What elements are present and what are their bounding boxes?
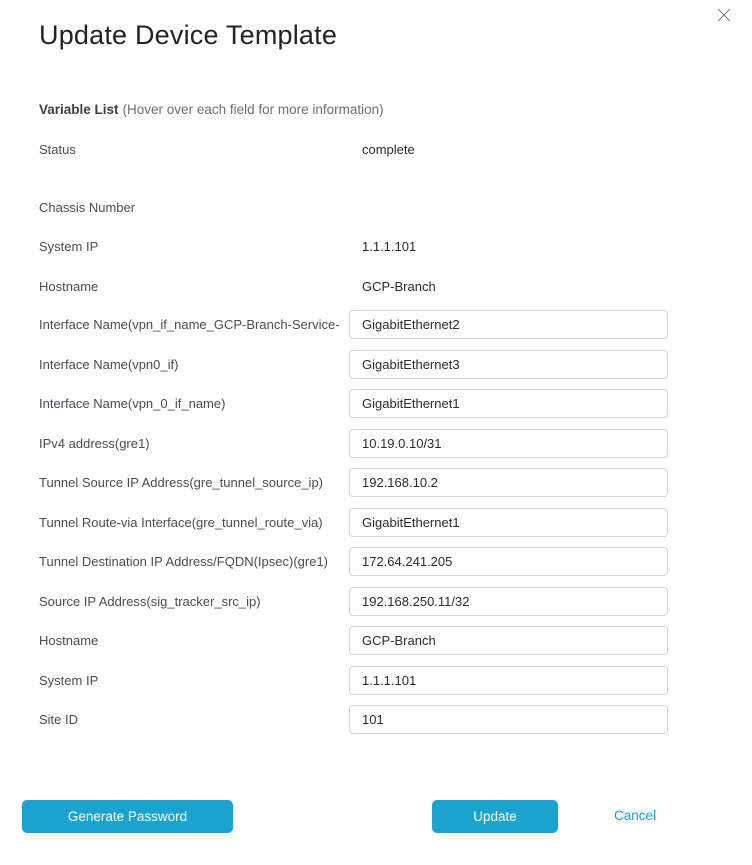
close-icon <box>717 8 731 25</box>
field-label: Site ID <box>39 712 79 727</box>
site-id-input[interactable] <box>349 705 668 734</box>
field-row-hostname <box>39 276 713 296</box>
field-row-chassis-number <box>39 197 713 217</box>
field-label: IPv4 address(gre1) <box>39 435 150 451</box>
field-row-interface-name-vpn0-if-name <box>39 389 713 418</box>
field-label: Source IP Address(sig_tracker_src_ip) <box>39 593 261 609</box>
field-row-status <box>39 139 713 159</box>
field-row-source-ip-tracker <box>39 587 713 616</box>
field-label: Interface Name(vpn_0_if_name) <box>39 396 226 411</box>
field-label: Hostname <box>39 633 99 648</box>
variable-list-hint: (Hover over each field for more information) <box>122 102 384 117</box>
field-label: Tunnel Route-via Interface(gre_tunnel_route_via) <box>39 514 323 530</box>
dialog-footer <box>0 800 752 834</box>
field-label: Interface Name(vpn_if_name_GCP-Branch-Service- <box>39 317 340 332</box>
field-value: complete <box>362 141 415 157</box>
field-label: Tunnel Destination IP Address/FQDN(Ipsec)(gre1) <box>39 554 329 569</box>
field-row-tunnel-destination-ip <box>39 547 713 576</box>
field-label: System IP <box>39 238 99 254</box>
field-row-ipv4-address-gre1 <box>39 429 713 458</box>
close-button[interactable] <box>712 4 736 28</box>
field-value: 1.1.1.101 <box>362 238 417 254</box>
variable-list <box>39 139 713 745</box>
field-label: Interface Name(vpn0_if) <box>39 356 179 372</box>
field-row-hostname-input <box>39 626 713 655</box>
field-row-system-ip <box>39 236 713 256</box>
interface-name-vpn0-if-input[interactable] <box>349 350 668 379</box>
field-label: System IP <box>39 672 99 688</box>
tunnel-source-ip-input[interactable] <box>349 468 668 497</box>
field-label: Status <box>39 141 76 157</box>
field-label: Tunnel Source IP Address(gre_tunnel_source_ip) <box>39 475 324 490</box>
page-title: Update Device Template <box>39 20 338 50</box>
field-row-interface-name-service <box>39 310 713 339</box>
field-row-system-ip-input <box>39 666 713 695</box>
generate-password-button[interactable]: Generate Password <box>22 800 233 833</box>
source-ip-tracker-input[interactable] <box>349 587 668 616</box>
field-value: GCP-Branch <box>362 278 436 294</box>
tunnel-route-via-input[interactable] <box>349 508 668 537</box>
tunnel-destination-ip-input[interactable] <box>349 547 668 576</box>
field-row-tunnel-source-ip <box>39 468 713 497</box>
interface-name-service-input[interactable] <box>349 310 668 339</box>
field-label: Hostname <box>39 278 99 294</box>
cancel-button[interactable]: Cancel <box>614 808 657 823</box>
hostname-input[interactable] <box>349 626 668 655</box>
field-row-site-id <box>39 705 713 734</box>
ipv4-address-gre1-input[interactable] <box>349 429 668 458</box>
field-row-interface-name-vpn0-if <box>39 350 713 379</box>
variable-list-heading: Variable List <box>39 102 119 117</box>
field-row-tunnel-route-via <box>39 508 713 537</box>
system-ip-input[interactable] <box>349 666 668 695</box>
update-button[interactable]: Update <box>432 800 558 833</box>
interface-name-vpn0-if-name-input[interactable] <box>349 389 668 418</box>
variable-list-header <box>39 102 384 117</box>
field-label: Chassis Number <box>39 199 136 215</box>
